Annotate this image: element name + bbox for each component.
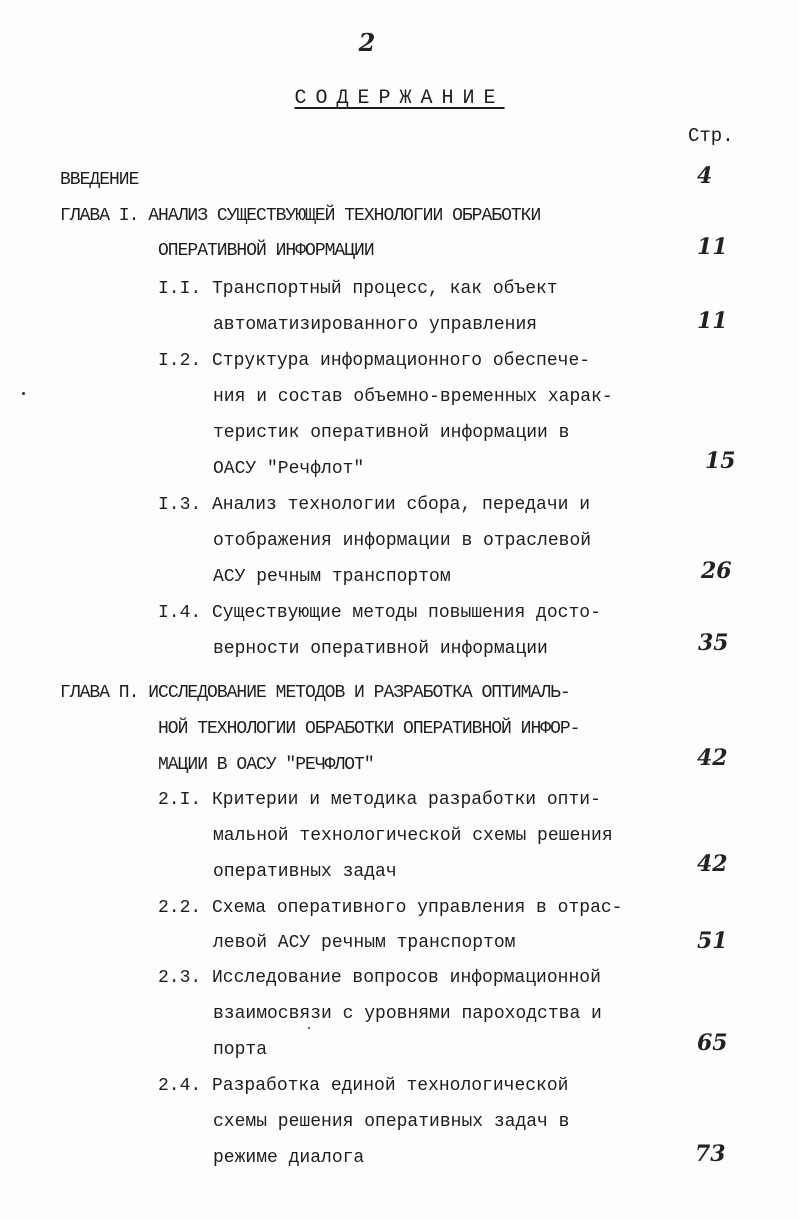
page-title: СОДЕРЖАНИЕ xyxy=(294,87,505,110)
toc-section-2-4-line-1: 2.4. Разработка единой технологической xyxy=(158,1076,569,1096)
toc-section-2-2-line-1: 2.2. Схема оперативного управления в отрас- xyxy=(158,898,623,918)
toc-section-2-4-page: 73 xyxy=(695,1141,726,1167)
toc-section-2-2-page: 51 xyxy=(697,928,728,954)
toc-chapter-2-line-2: НОЙ ТЕХНОЛОГИИ ОБРАБОТКИ ОПЕРАТИВНОЙ ИНФОР- xyxy=(158,719,580,739)
toc-section-2-1-page: 42 xyxy=(697,851,728,877)
toc-section-2-3-line-3: порта xyxy=(213,1040,268,1060)
toc-chapter-1-line-2: ОПЕРАТИВНОЙ ИНФОРМАЦИИ xyxy=(158,241,374,261)
toc-section-1-3-page: 26 xyxy=(701,558,732,584)
toc-section-1-3-line-1: I.3. Анализ технологии сбора, передачи и xyxy=(158,495,591,515)
toc-chapter-2-line-3: МАЦИИ В ОАСУ "РЕЧФЛОТ" xyxy=(158,755,374,775)
toc-chapter-2-line-1: ГЛАВА П. ИССЛЕДОВАНИЕ МЕТОДОВ И РАЗРАБОТКА ОПТИМАЛЬ- xyxy=(60,683,570,703)
toc-section-1-2-line-4: ОАСУ "Речфлот" xyxy=(213,459,365,479)
toc-section-1-1-line-2: автоматизированного управления xyxy=(213,315,538,335)
toc-section-2-3-page: 65 xyxy=(697,1030,728,1056)
toc-section-2-3-line-2: взаимосвязи с уровнями пароходства и xyxy=(213,1004,602,1024)
toc-section-2-1-line-1: 2.I. Критерии и методика разработки опти- xyxy=(158,790,601,810)
toc-section-1-2-line-3: теристик оперативной информации в xyxy=(213,423,570,443)
toc-section-1-2-page: 15 xyxy=(705,448,736,474)
toc-section-2-1-line-3: оперативных задач xyxy=(213,862,397,882)
toc-section-2-4-line-2: схемы решения оперативных задач в xyxy=(213,1112,570,1132)
toc-section-1-2-line-1: I.2. Структура информационного обеспече- xyxy=(158,351,591,371)
toc-section-2-2-line-2: левой АСУ речным транспортом xyxy=(213,933,516,953)
toc-section-1-4-line-2: верности оперативной информации xyxy=(213,639,548,659)
toc-section-1-2-line-2: ния и состав объемно-временных харак- xyxy=(213,387,613,407)
toc-chapter-1-page: 11 xyxy=(697,234,728,260)
page-number: 2 xyxy=(358,28,376,57)
page-column-header: Стр. xyxy=(688,125,734,147)
toc-section-1-1-line-1: I.I. Транспортный процесс, как объект xyxy=(158,279,558,299)
scan-speck xyxy=(308,1027,310,1029)
toc-section-1-3-line-2: отображения информации в отраслевой xyxy=(213,531,592,551)
toc-entry-intro-page: 4 xyxy=(697,163,713,189)
toc-section-2-1-line-2: мальной технологической схемы решения xyxy=(213,826,613,846)
toc-section-2-3-line-1: 2.3. Исследование вопросов информационной xyxy=(158,968,601,988)
toc-chapter-1-line-1: ГЛАВА I. АНАЛИЗ СУЩЕСТВУЮЩЕЙ ТЕХНОЛОГИИ ОБРАБОТКИ xyxy=(60,206,541,226)
toc-section-1-4-line-1: I.4. Существующие методы повышения досто- xyxy=(158,603,601,623)
toc-section-1-3-line-3: АСУ речным транспортом xyxy=(213,567,451,587)
toc-section-2-4-line-3: режиме диалога xyxy=(213,1148,365,1168)
toc-chapter-2-page: 42 xyxy=(697,745,728,771)
scan-speck xyxy=(22,392,25,395)
toc-section-1-4-page: 35 xyxy=(698,630,729,656)
toc-section-1-1-page: 11 xyxy=(697,308,728,334)
toc-entry-intro-line-1: ВВЕДЕНИЕ xyxy=(60,170,139,190)
